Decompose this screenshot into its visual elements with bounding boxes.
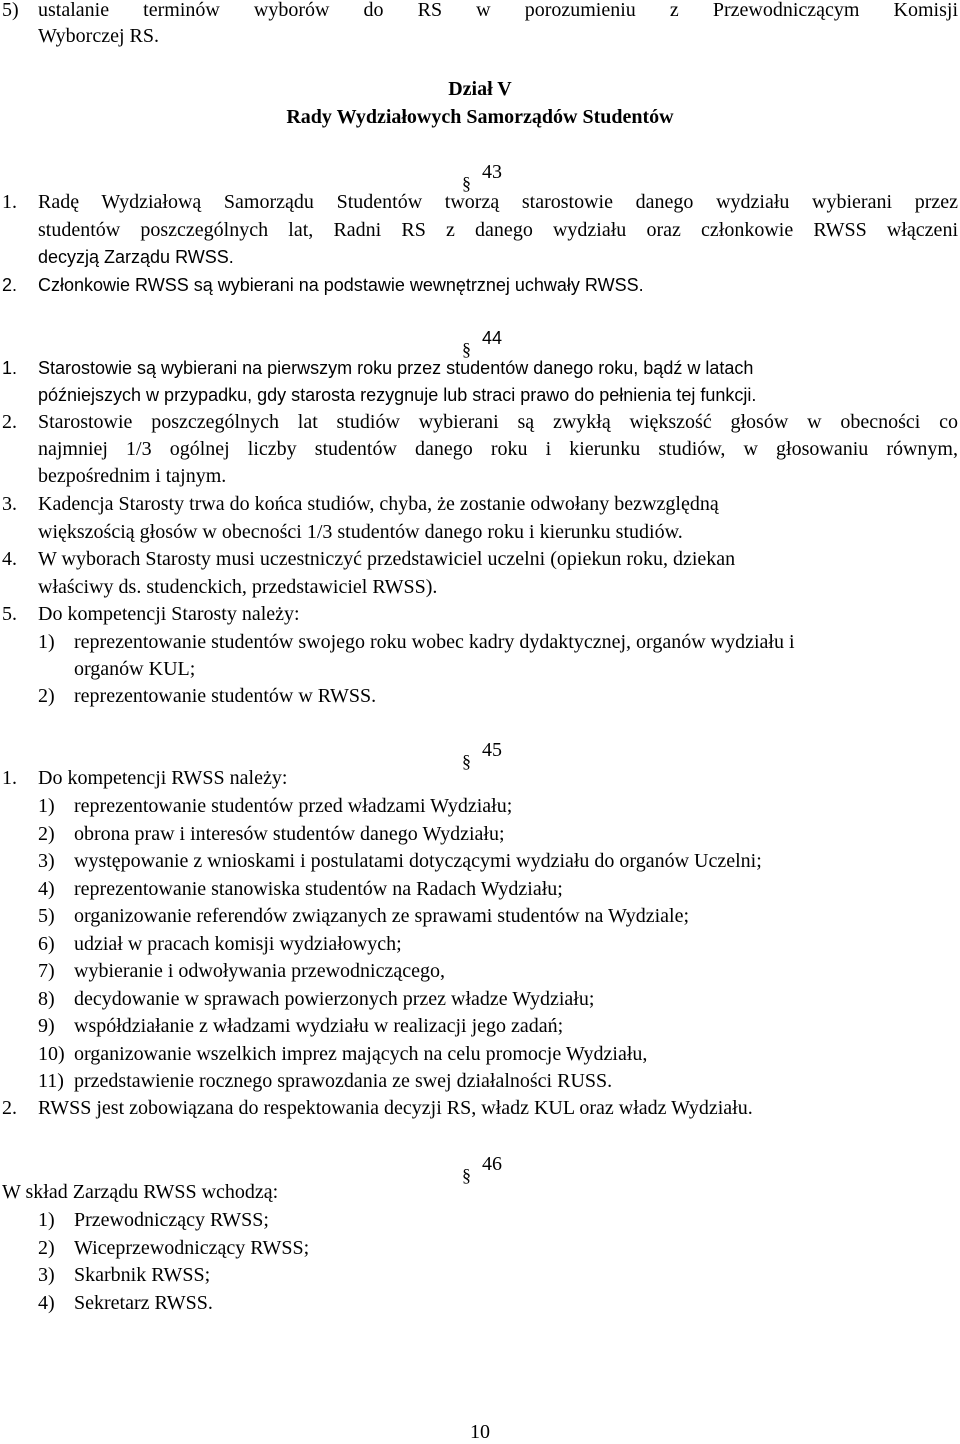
item-text: Kadencja Starosty trwa do końca studiów, chyba, że zostanie odwołany bezwzględną xyxy=(38,493,719,515)
item-number: 1. xyxy=(2,767,17,789)
item-text: studentów poszczególnych lat, Radni RS z danego wydziału oraz członkowie RWSS włączeni xyxy=(38,219,958,241)
item-text: obrona praw i interesów studentów danego Wydziału; xyxy=(74,822,505,845)
item-number: 4) xyxy=(38,1291,55,1314)
list-item xyxy=(2,547,735,571)
item-number: 3) xyxy=(38,1264,55,1286)
sub-list-item xyxy=(38,1291,213,1315)
section-heading-45 xyxy=(462,738,522,774)
sub-list-item xyxy=(38,849,762,873)
item-number: 2. xyxy=(2,1097,17,1119)
list-item xyxy=(2,356,958,380)
item-number: 1) xyxy=(38,1209,55,1231)
item-text: późniejszych w przypadku, gdy starosta rezygnuje lub straci prawo do pełnienia tej funkcji. xyxy=(38,385,757,405)
list-item-continuation xyxy=(38,520,683,544)
list-item xyxy=(2,602,300,626)
sub-list-item xyxy=(38,1236,309,1260)
item-number: 1. xyxy=(2,191,17,213)
sub-list-item xyxy=(38,877,563,901)
section-mark: § xyxy=(462,173,471,193)
item-number: 4) xyxy=(38,877,55,900)
sub-list-item xyxy=(38,1069,612,1093)
item-number: 9) xyxy=(38,1015,55,1037)
section-mark: § xyxy=(462,1165,471,1185)
item-text: RWSS jest zobowiązana do respektowania decyzji RS, władz KUL oraz władz Wydziału. xyxy=(38,1097,753,1119)
page-number: 10 xyxy=(470,1421,490,1443)
list-item-continuation xyxy=(38,464,226,488)
section-number: 45 xyxy=(482,739,502,761)
item-text: Wyborczej RS. xyxy=(38,25,159,47)
list-item xyxy=(2,1096,753,1120)
item-text: Radę Wydziałową Samorządu Studentów tworzą starostowie danego wydziału wybierani przez xyxy=(38,191,958,213)
sub-list-item xyxy=(38,822,505,846)
item-text: występowanie z wnioskami i postulatami dotyczącymi wydziału do organów Uczelni; xyxy=(74,850,762,872)
list-item xyxy=(2,273,644,297)
item-text: współdziałanie z władzami wydziału w realizacji jego zadań; xyxy=(74,1015,564,1037)
item-text: W wyborach Starosty musi uczestniczyć przedstawiciel uczelni (opiekun roku, dziekan xyxy=(38,548,736,570)
section-number: 44 xyxy=(482,328,503,348)
sub-list-item xyxy=(38,1014,563,1038)
item-text: reprezentowanie studentów swojego roku wobec kadry dydaktycznej, organów wydziału i xyxy=(74,631,795,653)
item-number: 5) xyxy=(38,905,55,927)
list-item-continuation xyxy=(38,437,958,461)
chapter-title: Dział V xyxy=(448,78,512,100)
section-heading-46 xyxy=(462,1152,522,1188)
item-number: 8) xyxy=(38,987,55,1010)
item-text: reprezentowanie stanowiska studentów na Radach Wydziału; xyxy=(74,877,563,900)
sub-list-item xyxy=(38,1042,647,1066)
item-text: Skarbnik RWSS; xyxy=(74,1264,211,1286)
item-text: decydowanie w sprawach powierzonych przez władze Wydziału; xyxy=(74,987,595,1010)
item-text: organizowanie wszelkich imprez mających na celu promocje Wydziału, xyxy=(74,1042,648,1065)
list-item xyxy=(2,410,958,434)
section-mark: § xyxy=(462,751,471,771)
item-text: Wiceprzewodniczący RWSS; xyxy=(74,1236,310,1259)
section-mark: § xyxy=(462,339,471,359)
item-text: Starostowie są wybierani na pierwszym roku przez studentów danego roku, bądź w latach xyxy=(38,358,754,378)
sub-list-item xyxy=(38,987,594,1011)
item-text: Przewodniczący RWSS; xyxy=(74,1209,269,1231)
list-item-continuation xyxy=(38,383,756,407)
item-number: 11) xyxy=(38,1070,64,1092)
item-text: wybieranie i odwoływania przewodniczącego, xyxy=(74,960,445,982)
sub-list-item xyxy=(38,684,376,708)
item-text: bezpośrednim i tajnym. xyxy=(38,465,227,487)
item-text: większością głosów w obecności 1/3 studentów danego roku i kierunku studiów. xyxy=(38,521,683,543)
item-text: organizowanie referendów związanych ze sprawami studentów na Wydziale; xyxy=(74,905,690,927)
sub-list-item xyxy=(38,904,689,928)
item-number: 7) xyxy=(38,960,55,982)
item-number: 2) xyxy=(38,822,55,845)
item-text: ustalanie terminów wyborów do RS w porozumieniu z Przewodniczącym Komisji xyxy=(38,0,958,21)
section-number: 43 xyxy=(482,161,502,183)
list-item xyxy=(2,492,719,516)
sub-list-item xyxy=(38,959,445,983)
sub-list-item xyxy=(38,1208,269,1232)
item-number: 1) xyxy=(38,631,55,653)
sub-list-item-continuation xyxy=(74,657,195,681)
item-number: 1) xyxy=(38,795,55,817)
sub-list-item xyxy=(38,794,512,818)
list-intro: W skład Zarządu RWSS wchodzą: xyxy=(2,1181,279,1203)
item-text: Sekretarz RWSS. xyxy=(74,1291,213,1314)
chapter-subtitle: Rady Wydziałowych Samorządów Studentów xyxy=(286,106,674,128)
item-text: udział w pracach komisji wydziałowych; xyxy=(74,932,402,955)
list-item xyxy=(2,190,958,214)
sub-list-item xyxy=(38,630,795,654)
item-text: przedstawienie rocznego sprawozdania ze swej działalności RUSS. xyxy=(74,1070,613,1092)
sub-list-item xyxy=(38,1263,210,1287)
item-text: najmniej 1/3 ogólnej liczby studentów danego roku i kierunku studiów, w głosowaniu równym, xyxy=(38,438,958,460)
item-number: 3. xyxy=(2,493,17,515)
item-number: 1. xyxy=(2,358,18,378)
list-item xyxy=(2,0,958,22)
section-number: 46 xyxy=(482,1153,502,1175)
item-number: 4. xyxy=(2,548,17,570)
item-text: Członkowie RWSS są wybierani na podstawie wewnętrznej uchwały RWSS. xyxy=(38,275,644,295)
item-text: reprezentowanie studentów przed władzami Wydziału; xyxy=(74,795,513,817)
item-number: 5) xyxy=(2,0,19,21)
item-number: 2. xyxy=(2,275,18,295)
sub-list-item xyxy=(38,932,402,956)
item-number: 2) xyxy=(38,685,55,707)
item-text: Do kompetencji RWSS należy: xyxy=(38,767,288,789)
item-text: decyzją Zarządu RWSS. xyxy=(38,247,234,267)
list-item-continuation xyxy=(38,575,437,599)
list-item-continuation xyxy=(38,245,234,269)
item-text: reprezentowanie studentów w RWSS. xyxy=(74,685,377,707)
item-number: 2) xyxy=(38,1236,55,1259)
item-text: Starostowie poszczególnych lat studiów wybierani są zwykłą większość głosów w obecności co xyxy=(38,411,958,433)
item-number: 2. xyxy=(2,411,17,433)
item-number: 10) xyxy=(38,1042,65,1065)
list-item-continuation xyxy=(38,24,159,48)
list-item xyxy=(2,766,287,790)
item-text: Do kompetencji Starosty należy: xyxy=(38,603,300,625)
item-number: 3) xyxy=(38,850,55,872)
item-number: 5. xyxy=(2,603,17,625)
item-number: 6) xyxy=(38,932,55,955)
item-text: właściwy ds. studenckich, przedstawiciel RWSS). xyxy=(38,576,438,598)
item-text: organów KUL; xyxy=(74,658,196,680)
list-item-continuation xyxy=(38,218,958,242)
